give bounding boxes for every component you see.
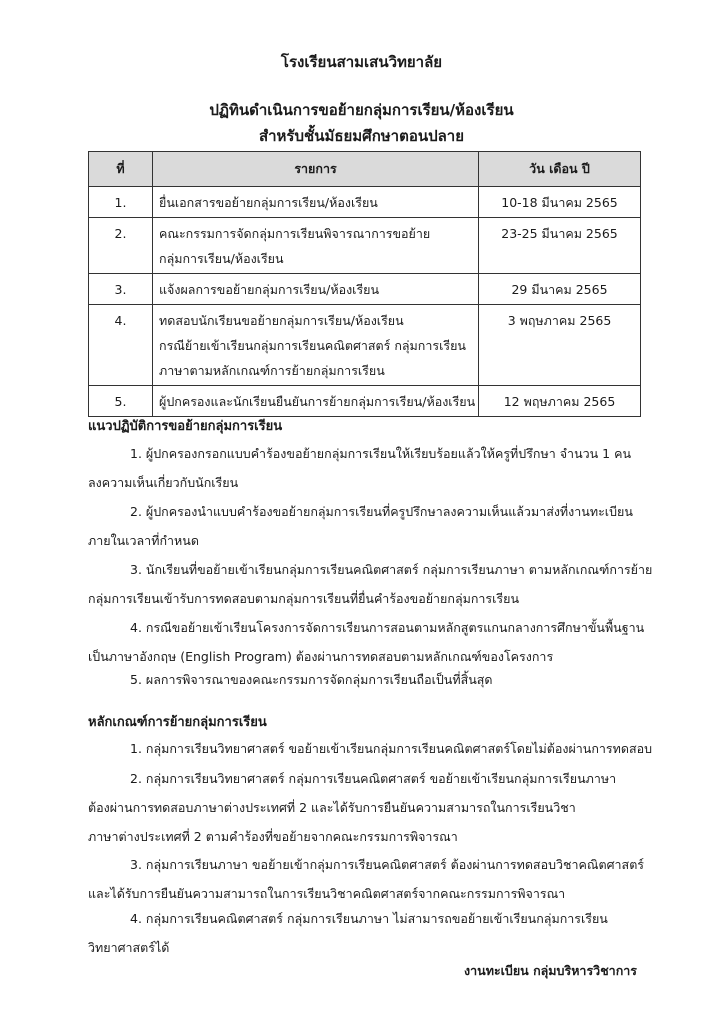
criteria-heading: หลักเกณฑ์การย้ายกลุ่มการเรียน [88, 715, 267, 730]
school-name: โรงเรียนสามเสนวิทยาลัย [280, 53, 443, 71]
row-date: 3 พฤษภาคม 2565 [479, 305, 641, 386]
row-item-line: กรณีย้ายเข้าเรียนกลุ่มการเรียนคณิตศาสตร์ กลุ่มการเรียน [159, 338, 466, 353]
column-header-item: รายการ [153, 152, 479, 187]
guideline-line: เป็นภาษาอังกฤษ (English Program) ต้องผ่านการทดสอบตามหลักเกณฑ์ของโครงการ [88, 649, 554, 664]
guideline-item [88, 439, 640, 497]
row-date: 23-25 มีนาคม 2565 [479, 218, 641, 274]
row-item-line: คณะกรรมการจัดกลุ่มการเรียนพิจารณาการขอย้าย [159, 226, 431, 241]
column-header-date: วัน เดือน ปี [479, 152, 641, 187]
schedule-table [88, 151, 641, 417]
table-row [89, 218, 641, 274]
row-item-line: แจ้งผลการขอย้ายกลุ่มการเรียน/ห้องเรียน [159, 282, 380, 297]
document-subtitle: สำหรับชั้นมัธยมศึกษาตอนปลาย [258, 127, 465, 145]
guidelines-heading: แนวปฏิบัติการขอย้ายกลุ่มการเรียน [88, 419, 283, 434]
guideline-line: กลุ่มการเรียนเข้ารับการทดสอบตามกลุ่มการเรียนที่ยื่นคำร้องขอย้ายกลุ่มการเรียน [88, 591, 519, 606]
guideline-line: 3. นักเรียนที่ขอย้ายเข้าเรียนกลุ่มการเรียนคณิตศาสตร์ กลุ่มการเรียนภาษา ตามหลักเกณฑ์การย้าย [130, 562, 653, 577]
table-row [89, 274, 641, 305]
row-item [153, 218, 479, 274]
criteria-line: 2. กลุ่มการเรียนวิทยาศาสตร์ กลุ่มการเรียนคณิตศาสตร์ ขอย้ายเข้าเรียนกลุ่มการเรียนภาษา [130, 771, 617, 786]
guideline-line: ภายในเวลาที่กำหนด [88, 533, 199, 548]
guideline-item [88, 497, 640, 555]
row-item-line: ยื่นเอกสารขอย้ายกลุ่มการเรียน/ห้องเรียน [159, 195, 378, 210]
guideline-line: 5. ผลการพิจารณาของคณะกรรมการจัดกลุ่มการเรียนถือเป็นที่สิ้นสุด [130, 672, 493, 687]
criteria-line: 4. กลุ่มการเรียนคณิตศาสตร์ กลุ่มการเรียนภาษา ไม่สามารถขอย้ายเข้าเรียนกลุ่มการเรียน [130, 911, 608, 926]
row-item-line: ภาษาตามหลักเกณฑ์การย้ายกลุ่มการเรียน [159, 363, 385, 378]
criteria-line: 3. กลุ่มการเรียนภาษา ขอย้ายเข้ากลุ่มการเรียนคณิตศาสตร์ ต้องผ่านการทดสอบวิชาคณิตศาสตร์ [130, 857, 645, 872]
row-number: 5. [89, 386, 153, 417]
row-item-line: ผู้ปกครองและนักเรียนยืนยันการย้ายกลุ่มการเรียน/ห้องเรียน [159, 394, 476, 409]
row-date: 29 มีนาคม 2565 [479, 274, 641, 305]
row-item [153, 386, 479, 417]
row-item-line: ทดสอบนักเรียนขอย้ายกลุ่มการเรียน/ห้องเรียน [159, 313, 404, 328]
row-number: 3. [89, 274, 153, 305]
column-header-no: ที่ [89, 152, 153, 187]
table-row [89, 386, 641, 417]
guideline-line: 4. กรณีขอย้ายเข้าเรียนโครงการจัดการเรียนการสอนตามหลักสูตรแกนกลางการศึกษาขั้นพื้นฐาน [130, 620, 645, 635]
table-row [89, 305, 641, 386]
row-item [153, 187, 479, 218]
row-item [153, 274, 479, 305]
table-header-row [89, 152, 641, 187]
criteria-line: และได้รับการยืนยันความสามารถในการเรียนวิชาคณิตศาสตร์จากคณะกรรมการพิจารณา [88, 886, 566, 901]
criteria-line: ภาษาต่างประเทศที่ 2 ตามคำร้องที่ขอย้ายจากคณะกรรมการพิจารณา [88, 829, 458, 844]
signature-unit: งานทะเบียน กลุ่มบริหารวิชาการ [464, 963, 637, 978]
row-item-line: กลุ่มการเรียน/ห้องเรียน [159, 251, 284, 266]
criteria-line: ต้องผ่านการทดสอบภาษาต่างประเทศที่ 2 และได้รับการยืนยันความสามารถในการเรียนวิชา [88, 800, 576, 815]
guideline-item [88, 613, 645, 671]
row-number: 4. [89, 305, 153, 386]
row-date: 10-18 มีนาคม 2565 [479, 187, 641, 218]
document-title: ปฏิทินดำเนินการขอย้ายกลุ่มการเรียน/ห้องเรียน [209, 101, 514, 119]
guideline-item [88, 555, 653, 613]
criteria-line: วิทยาศาสตร์ได้ [88, 940, 170, 955]
guideline-line: 1. ผู้ปกครองกรอกแบบคำร้องขอย้ายกลุ่มการเรียนให้เรียบร้อยแล้วให้ครูที่ปรึกษา จำนวน 1 คน [130, 446, 631, 461]
guideline-line: 2. ผู้ปกครองนำแบบคำร้องขอย้ายกลุ่มการเรียนที่ครูปรึกษาลงความเห็นแล้วมาส่งที่งานทะเบียน [130, 504, 633, 519]
table-row [89, 187, 641, 218]
criteria-item [88, 850, 645, 908]
guideline-item [88, 665, 640, 694]
row-number: 1. [89, 187, 153, 218]
row-item [153, 305, 479, 386]
row-date: 12 พฤษภาคม 2565 [479, 386, 641, 417]
criteria-item [88, 734, 653, 763]
criteria-item [88, 904, 640, 962]
criteria-item [88, 764, 640, 851]
guideline-line: ลงความเห็นเกี่ยวกับนักเรียน [88, 475, 239, 490]
row-number: 2. [89, 218, 153, 274]
criteria-line: 1. กลุ่มการเรียนวิทยาศาสตร์ ขอย้ายเข้าเรียนกลุ่มการเรียนคณิตศาสตร์โดยไม่ต้องผ่านการทดสอบ [130, 741, 653, 756]
